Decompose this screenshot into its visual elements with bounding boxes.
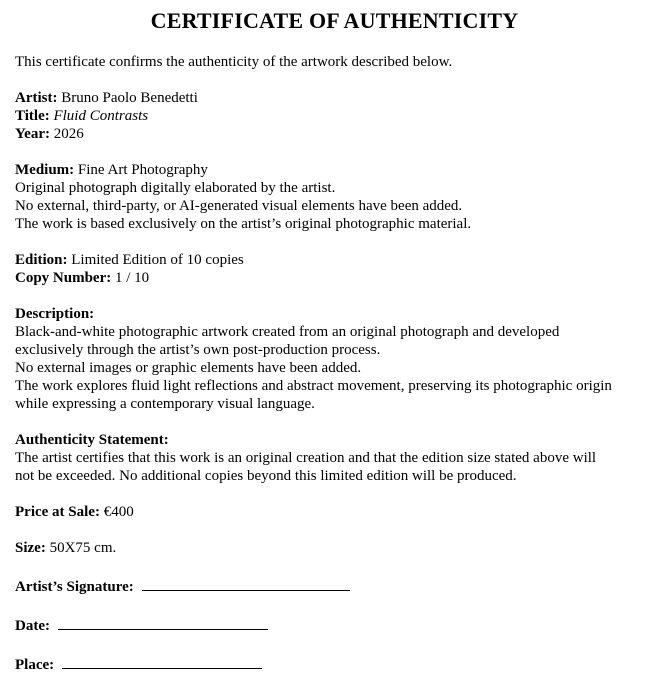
title-value: Fluid Contrasts	[53, 108, 149, 124]
medium-row	[15, 161, 654, 179]
medium-block	[15, 161, 654, 233]
price-row	[15, 503, 654, 521]
edition-label: Edition:	[15, 252, 68, 268]
title-row	[15, 107, 654, 125]
copy-number-label: Copy Number:	[15, 270, 112, 286]
size-label: Size:	[15, 540, 46, 556]
date-label: Date:	[15, 618, 50, 634]
year-label: Year:	[15, 126, 50, 142]
place-row	[15, 654, 654, 674]
edition-block	[15, 251, 654, 287]
certificate-title: CERTIFICATE OF AUTHENTICITY	[150, 8, 519, 33]
authenticity-label: Authenticity Statement:	[15, 432, 169, 448]
medium-line: Original photograph digitally elaborated by the artist.	[15, 180, 336, 196]
authenticity-line: not be exceeded. No additional copies beyond this limited edition will be produced.	[15, 468, 517, 484]
intro-text: This certificate confirms the authenticity of the artwork described below.	[15, 54, 453, 70]
date-line[interactable]	[58, 615, 268, 630]
artist-label: Artist:	[15, 90, 58, 106]
signature-row	[15, 576, 654, 596]
size-row	[15, 539, 654, 557]
date-row	[15, 615, 654, 635]
description-line: The work explores fluid light reflections and abstract movement, preserving its photographic origin	[15, 378, 612, 394]
description-block	[15, 305, 654, 413]
signature-label: Artist’s Signature:	[15, 579, 134, 595]
authenticity-line: The artist certifies that this work is an original creation and that the edition size stated above will	[15, 450, 597, 466]
edition-row	[15, 251, 654, 269]
artwork-identity-block	[15, 89, 654, 143]
medium-line: The work is based exclusively on the artist’s original photographic material.	[15, 216, 472, 232]
artist-row	[15, 89, 654, 107]
description-label: Description:	[15, 306, 95, 322]
year-row	[15, 125, 654, 143]
description-line: No external images or graphic elements have been added.	[15, 360, 362, 376]
place-line[interactable]	[62, 654, 262, 669]
copy-number-value: 1 / 10	[115, 270, 150, 286]
medium-value: Fine Art Photography	[77, 162, 208, 178]
artist-value: Bruno Paolo Benedetti	[61, 90, 198, 106]
edition-value: Limited Edition of 10 copies	[71, 252, 244, 268]
description-line: exclusively through the artist’s own post-production process.	[15, 342, 381, 358]
copy-number-row	[15, 269, 654, 287]
signature-line[interactable]	[142, 576, 350, 591]
medium-label: Medium:	[15, 162, 75, 178]
title-label: Title:	[15, 108, 50, 124]
description-line: while expressing a contemporary visual language.	[15, 396, 315, 412]
medium-line: No external, third-party, or AI-generated visual elements have been added.	[15, 198, 463, 214]
price-label: Price at Sale:	[15, 504, 100, 520]
year-value: 2026	[53, 126, 84, 142]
price-value: €400	[103, 504, 134, 520]
authenticity-block	[15, 431, 654, 485]
size-value: 50X75 cm.	[49, 540, 117, 556]
description-line: Black-and-white photographic artwork created from an original photograph and developed	[15, 324, 560, 340]
place-label: Place:	[15, 657, 55, 673]
